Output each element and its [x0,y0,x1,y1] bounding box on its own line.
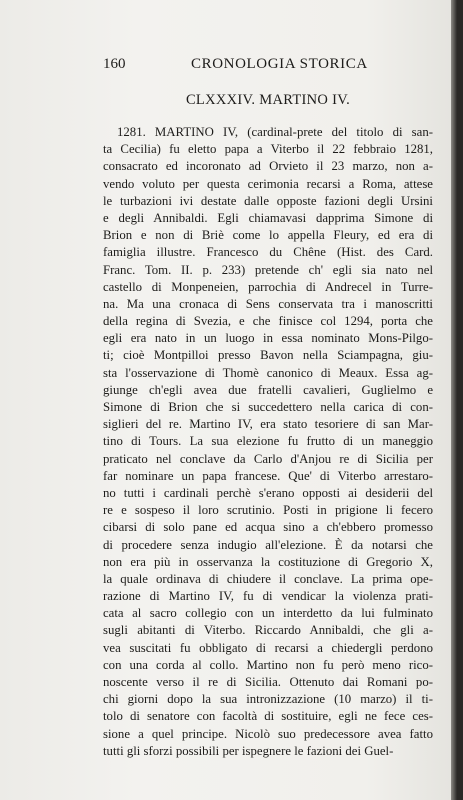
text-line: sione a quel principe. Nicolò suo predecessore avea fatto [103,726,433,741]
text-line: sta l'osservazione di Thomè canonico di Meaux. Essa ag- [103,365,433,380]
text-line: consacrato ed incoronato ad Orvieto il 23 marzo, non a- [103,159,433,174]
text-line: no tutti i cardinali perchè s'erano opposti ai desiderii del [103,485,433,500]
text-line: siglieri del re. Martino IV, era stato tesoriere di san Mar- [103,417,433,432]
text-line: e degli Annibaldi. Egli chiamavasi dapprima Simone di [103,210,433,225]
text-line: della regina di Svezia, e che finisce col 1294, porta che [103,314,433,329]
text-line: praticato nel conclave da Carlo d'Anjou re di Sicilia per [103,451,433,466]
text-line: Brion e non di Briè come lo appella Fleury, ed era di [103,228,433,243]
text-line: cata al sacro collegio con un interdetto da lui fulminato [103,606,433,621]
text-line: Simone di Brion che si succedettero nella carica di con- [103,400,433,414]
text-line: noscente verso il re di Sicilia. Ottenuto dai Romani po- [103,675,433,689]
text-line: sugli abitanti di Viterbo. Riccardo Annibaldi, che gli a- [103,623,433,638]
page-edge-shadow [451,0,457,800]
text-line: giunge ch'egli avea due fratelli cavalieri, Guglielmo e [103,382,433,397]
text-line: la quale ordinava di chiudere il conclave. La prima ope- [103,571,433,586]
text-line: ta Cecilia) fu eletto papa a Viterbo il 22 febbraio 1281, [103,142,433,157]
text-line: re e sospeso il loro scrutinio. Posti in prigione li fecero [103,503,433,518]
text-line: cibarsi di solo pane ed acqua sino a ch'ebbero promesso [103,520,433,535]
text-line: tolo di senatore con facoltà di sostituire, egli ne fece ces- [103,709,433,724]
text-line: famiglia illustre. Francesco du Chêne (Hist. des Card. [103,245,433,260]
page-number: 160 [103,56,126,72]
text-line: con una corda al collo. Martino non fu però meno rico- [103,657,433,672]
chapter-heading: CLXXXIV. MARTINO IV. [185,92,351,108]
text-line: egli era nato in un luogo in essa nominato Mons-Pilgo- [103,331,433,346]
running-title: CRONOLOGIA STORICA [191,56,368,72]
text-line: di procedere senza indugio all'elezione. È da notarsi che [103,537,433,552]
text-line: vea suscitati fu obbligato di recarsi a chiedergli perdono [103,640,433,655]
text-line: vendo voluto per questa cerimonia recarsi a Roma, attese [103,176,433,191]
body-text [103,124,433,760]
text-line: tino di Tours. La sua elezione fu frutto di un maneggio [103,434,433,449]
text-line: far nominare un papa francese. Que' di Viterbo arrestaro- [103,468,433,483]
text-line: razione di Martino IV, fu di vendicar la violenza prati- [103,589,433,604]
text-line: chi giorni dopo la sua intronizzazione (10 marzo) il ti- [103,692,433,707]
text-line: ti; cioè Montpilloi presso Bavon nella Sciampagna, giu- [103,348,433,363]
text-line: le turbazioni ivi destate dalle opposte fazioni degli Ursini [103,193,433,208]
text-line: non era più in osservanza la costituzione di Gregorio X, [103,554,433,569]
text-line: 1281. MARTINO IV, (cardinal-prete del titolo di san- [117,125,433,139]
text-line: na. Ma una cronaca di Sens conservata tra i manoscritti [103,296,433,311]
text-line: castello di Monpeneien, parrochia di Andrecel in Turre- [103,279,433,294]
text-line: Franc. Tom. II. p. 233) pretende ch' egli sia nato nel [103,262,433,277]
text-line: tutti gli sforzi possibili per ispegnere le fazioni dei Guel- [103,743,394,758]
running-header [103,56,368,76]
